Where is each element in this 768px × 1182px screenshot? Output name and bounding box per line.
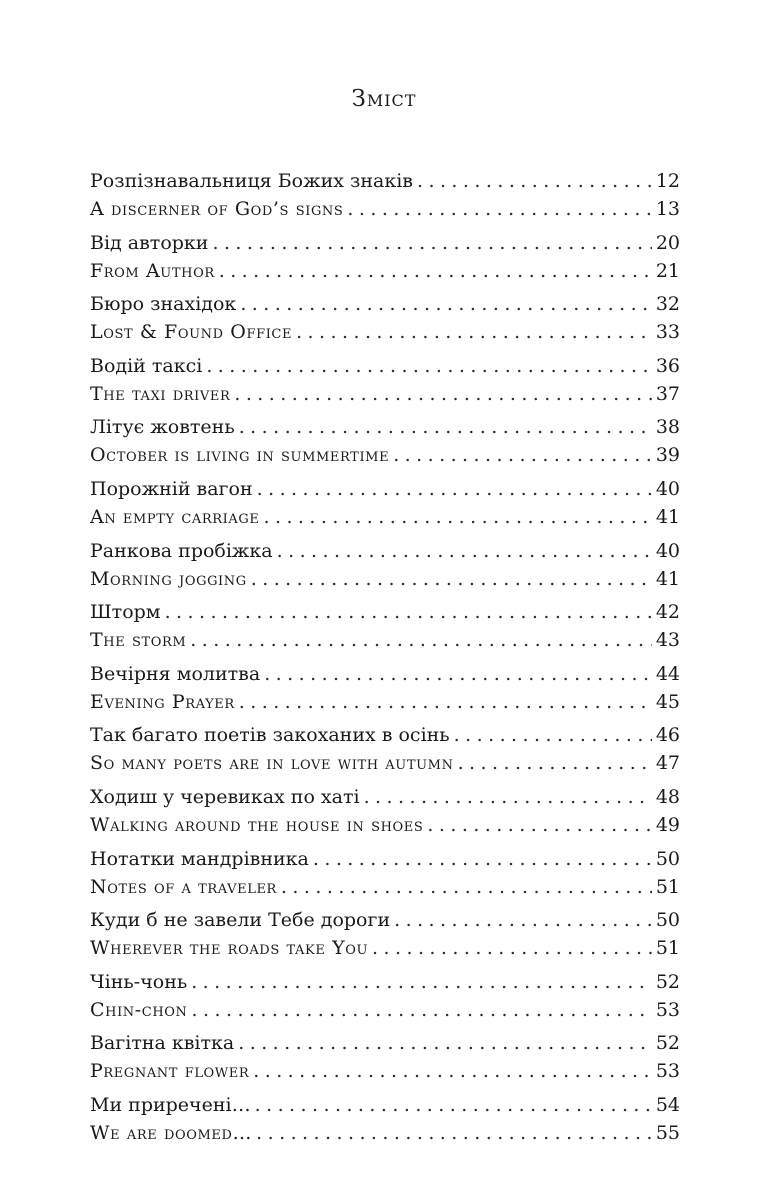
toc-title: From Author bbox=[90, 259, 215, 282]
page-number: 43 bbox=[655, 629, 680, 652]
toc-line-ukrainian[interactable] bbox=[90, 167, 680, 195]
toc-line-english[interactable] bbox=[90, 565, 680, 593]
page-number: 54 bbox=[655, 1093, 680, 1116]
toc-title: Wherever the roads take You bbox=[90, 937, 369, 960]
toc-title: The taxi driver bbox=[90, 382, 231, 405]
page-number: 40 bbox=[655, 539, 680, 562]
toc-title: Ми приречені… bbox=[90, 1093, 251, 1116]
page-number: 48 bbox=[655, 785, 680, 808]
toc-title: Бюро знахідок bbox=[90, 293, 237, 316]
toc-line-english[interactable] bbox=[90, 749, 680, 777]
toc-line-english[interactable] bbox=[90, 195, 680, 223]
toc-line-ukrainian[interactable] bbox=[90, 968, 680, 996]
page-number: 40 bbox=[655, 477, 680, 500]
toc-line-ukrainian[interactable] bbox=[90, 783, 680, 811]
dot-leader bbox=[264, 503, 652, 531]
page-number: 55 bbox=[655, 1121, 680, 1144]
toc-title: So many poets are in love with autumn bbox=[90, 752, 454, 775]
toc-title: Вагітна квітка bbox=[90, 1032, 235, 1055]
page-number: 42 bbox=[655, 601, 680, 624]
page-number: 12 bbox=[655, 170, 680, 192]
toc-line-english[interactable] bbox=[90, 934, 680, 962]
dot-leader bbox=[364, 783, 652, 811]
dot-leader bbox=[238, 1029, 652, 1057]
dot-leader bbox=[190, 626, 652, 654]
dot-leader bbox=[264, 660, 652, 688]
toc-entry bbox=[90, 352, 680, 408]
toc-line-english[interactable] bbox=[90, 1119, 680, 1147]
page-number: 47 bbox=[655, 752, 680, 775]
toc-title: The storm bbox=[90, 629, 187, 652]
toc-title: A discerner of God’s signs bbox=[90, 198, 344, 220]
dot-leader bbox=[192, 996, 652, 1024]
dot-leader bbox=[281, 873, 652, 901]
dot-leader bbox=[255, 1091, 652, 1119]
page-number: 21 bbox=[655, 259, 680, 282]
page-number: 52 bbox=[655, 1032, 680, 1055]
dot-leader bbox=[256, 1119, 652, 1147]
dot-leader bbox=[427, 811, 651, 839]
toc-title: Notes of a traveler bbox=[90, 875, 277, 898]
toc-line-english[interactable] bbox=[90, 257, 680, 285]
toc-entry bbox=[90, 1091, 680, 1147]
toc-title: An empty carriage bbox=[90, 505, 260, 528]
dot-leader bbox=[240, 290, 652, 318]
page-number: 46 bbox=[655, 724, 680, 747]
page-number: 52 bbox=[655, 970, 680, 993]
toc-title: Ходиш у черевиках по хаті bbox=[90, 785, 360, 808]
toc-line-english[interactable] bbox=[90, 1057, 680, 1085]
toc-title: Ранкова пробіжка bbox=[90, 539, 273, 562]
toc-line-ukrainian[interactable] bbox=[90, 906, 680, 934]
toc-line-ukrainian[interactable] bbox=[90, 721, 680, 749]
toc-entry bbox=[90, 475, 680, 531]
page-number: 32 bbox=[655, 293, 680, 316]
toc-line-english[interactable] bbox=[90, 318, 680, 346]
dot-leader bbox=[234, 380, 651, 408]
page-number: 13 bbox=[655, 198, 680, 220]
dot-leader bbox=[347, 195, 651, 223]
toc-title: Порожній вагон bbox=[90, 477, 253, 500]
toc-entry bbox=[90, 1029, 680, 1085]
toc-line-ukrainian[interactable] bbox=[90, 845, 680, 873]
dot-leader bbox=[296, 318, 652, 346]
toc-entry bbox=[90, 598, 680, 654]
toc-line-english[interactable] bbox=[90, 380, 680, 408]
page-number: 36 bbox=[655, 354, 680, 377]
toc-title: Lost & Found Office bbox=[90, 321, 293, 344]
toc-entry bbox=[90, 968, 680, 1024]
page-number: 50 bbox=[655, 847, 680, 870]
toc-line-english[interactable] bbox=[90, 441, 680, 469]
page-number: 33 bbox=[655, 321, 680, 344]
toc-title: Evening Prayer bbox=[90, 690, 235, 713]
toc-line-ukrainian[interactable] bbox=[90, 413, 680, 441]
toc-title: Літує жовтень bbox=[90, 416, 235, 439]
toc-entry bbox=[90, 783, 680, 839]
page-number: 51 bbox=[655, 875, 680, 898]
dot-leader bbox=[251, 565, 652, 593]
table-of-contents bbox=[90, 167, 680, 1153]
page-number: 51 bbox=[655, 937, 680, 960]
page-number: 41 bbox=[655, 567, 680, 590]
toc-title: Шторм bbox=[90, 601, 161, 624]
dot-leader bbox=[454, 721, 652, 749]
page-number: 53 bbox=[655, 998, 680, 1021]
toc-title: October is living in summertime bbox=[90, 444, 390, 467]
dot-leader bbox=[191, 968, 652, 996]
dot-leader bbox=[239, 413, 652, 441]
page-number: 39 bbox=[655, 444, 680, 467]
toc-entry bbox=[90, 845, 680, 901]
toc-title: Водій таксі bbox=[90, 354, 203, 377]
toc-title: Чінь-чонь bbox=[90, 970, 188, 993]
toc-title: Від авторки bbox=[90, 231, 209, 254]
toc-title: Куди б не завели Тебе дороги bbox=[90, 909, 391, 932]
page-number: 49 bbox=[655, 813, 680, 836]
page-number: 53 bbox=[655, 1060, 680, 1083]
dot-leader bbox=[372, 934, 652, 962]
toc-title: Так багато поетів закоханих в осінь bbox=[90, 724, 450, 747]
page-number: 37 bbox=[655, 382, 680, 405]
dot-leader bbox=[165, 598, 652, 626]
toc-entry bbox=[90, 167, 680, 223]
toc-entry bbox=[90, 537, 680, 593]
toc-line-english[interactable] bbox=[90, 873, 680, 901]
toc-entry bbox=[90, 906, 680, 962]
dot-leader bbox=[417, 167, 652, 195]
dot-leader bbox=[393, 441, 652, 469]
page-number: 44 bbox=[655, 662, 680, 685]
toc-line-english[interactable] bbox=[90, 688, 680, 716]
toc-title: Pregnant flower bbox=[90, 1060, 250, 1083]
toc-entry bbox=[90, 721, 680, 777]
dot-leader bbox=[257, 475, 652, 503]
page-number: 45 bbox=[655, 690, 680, 713]
toc-line-ukrainian[interactable] bbox=[90, 598, 680, 626]
toc-line-english[interactable] bbox=[90, 626, 680, 654]
toc-line-english[interactable] bbox=[90, 996, 680, 1024]
page-number: 41 bbox=[655, 505, 680, 528]
toc-title: Розпізнавальниця Божих знаків bbox=[90, 170, 413, 192]
toc-line-ukrainian[interactable] bbox=[90, 229, 680, 257]
dot-leader bbox=[212, 229, 651, 257]
toc-line-ukrainian[interactable] bbox=[90, 475, 680, 503]
toc-entry bbox=[90, 290, 680, 346]
toc-line-ukrainian[interactable] bbox=[90, 1091, 680, 1119]
page-number: 50 bbox=[655, 909, 680, 932]
toc-line-english[interactable] bbox=[90, 811, 680, 839]
toc-title: Chin-chon bbox=[90, 998, 188, 1021]
toc-title: Walking around the house in shoes bbox=[90, 813, 424, 836]
toc-entry bbox=[90, 660, 680, 716]
page-number: 20 bbox=[655, 231, 680, 254]
toc-line-ukrainian[interactable] bbox=[90, 537, 680, 565]
toc-title: Morning jogging bbox=[90, 567, 247, 590]
dot-leader bbox=[277, 537, 652, 565]
toc-line-ukrainian[interactable] bbox=[90, 290, 680, 318]
page-title: Зміст bbox=[351, 86, 417, 112]
toc-title: We are doomed… bbox=[90, 1121, 253, 1144]
toc-line-ukrainian[interactable] bbox=[90, 1029, 680, 1057]
dot-leader bbox=[219, 257, 652, 285]
dot-leader bbox=[313, 845, 652, 873]
toc-line-ukrainian[interactable] bbox=[90, 352, 680, 380]
toc-entry bbox=[90, 413, 680, 469]
toc-entry bbox=[90, 229, 680, 285]
toc-title: Нотатки мандрівника bbox=[90, 847, 309, 870]
page-number: 38 bbox=[655, 416, 680, 439]
dot-leader bbox=[206, 352, 652, 380]
toc-title: Вечірня молитва bbox=[90, 662, 261, 685]
dot-leader bbox=[239, 688, 652, 716]
dot-leader bbox=[458, 749, 652, 777]
toc-line-ukrainian[interactable] bbox=[90, 660, 680, 688]
toc-line-english[interactable] bbox=[90, 503, 680, 531]
dot-leader bbox=[394, 906, 652, 934]
dot-leader bbox=[253, 1057, 652, 1085]
